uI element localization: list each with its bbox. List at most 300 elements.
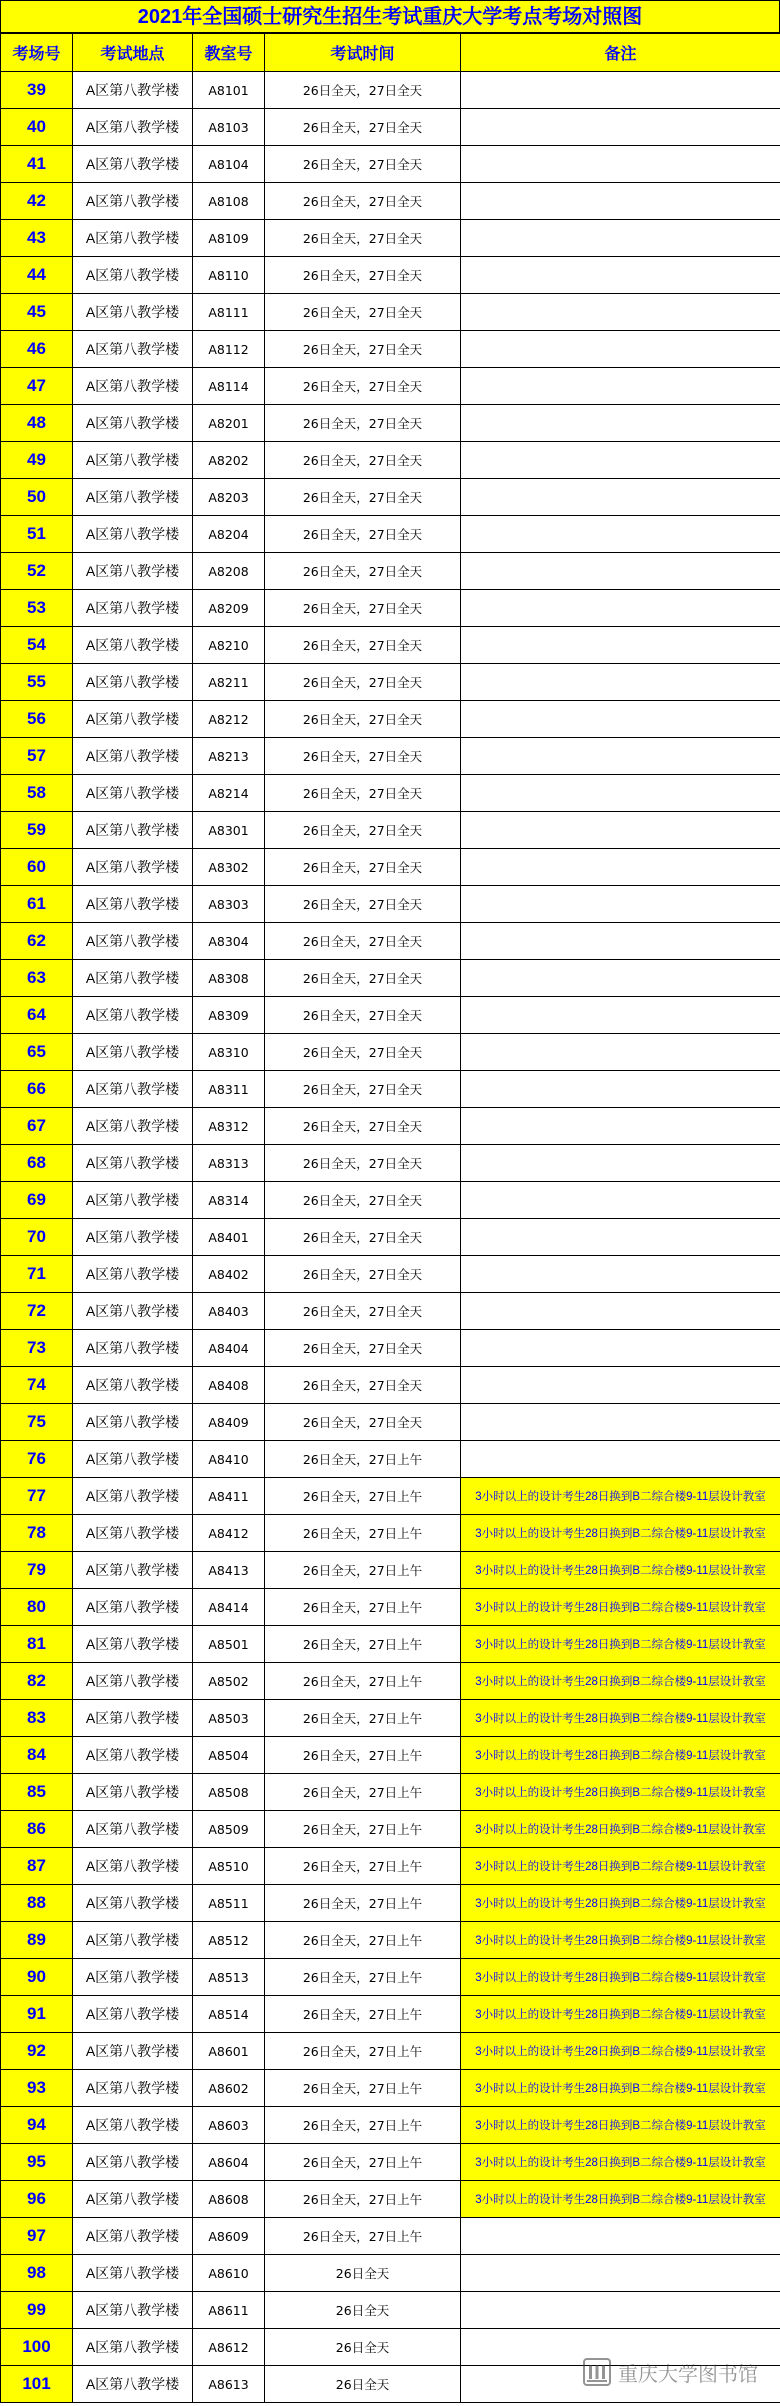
- room-number-cell: 78: [1, 1515, 73, 1552]
- classroom-cell: A8211: [193, 664, 265, 701]
- remarks-cell: [461, 2292, 780, 2329]
- table-row: [1, 1552, 780, 1589]
- remarks-cell: [461, 220, 780, 257]
- table-row: [1, 1330, 780, 1367]
- room-number-cell: 69: [1, 1182, 73, 1219]
- room-number-cell: 70: [1, 1219, 73, 1256]
- classroom-cell: A8509: [193, 1811, 265, 1848]
- remarks-cell: [461, 109, 780, 146]
- room-number-cell: 65: [1, 1034, 73, 1071]
- table-row: [1, 183, 780, 220]
- remarks-cell: [461, 886, 780, 923]
- location-cell: A区第八教学楼: [73, 1071, 193, 1108]
- remarks-cell: [461, 405, 780, 442]
- exam-time-cell: 26日全天，27日全天: [265, 960, 461, 997]
- remarks-cell: 3小时以上的设计考生28日换到B二综合楼9-11层设计教室: [461, 1811, 780, 1848]
- room-number-cell: 56: [1, 701, 73, 738]
- table-row: [1, 2070, 780, 2107]
- exam-time-cell: 26日全天，27日全天: [265, 849, 461, 886]
- classroom-cell: A8401: [193, 1219, 265, 1256]
- location-cell: A区第八教学楼: [73, 1515, 193, 1552]
- location-cell: A区第八教学楼: [73, 1885, 193, 1922]
- classroom-cell: A8613: [193, 2366, 265, 2403]
- location-cell: A区第八教学楼: [73, 1145, 193, 1182]
- classroom-cell: A8208: [193, 553, 265, 590]
- classroom-cell: A8514: [193, 1996, 265, 2033]
- exam-time-cell: 26日全天，27日上午: [265, 1515, 461, 1552]
- remarks-cell: 3小时以上的设计考生28日换到B二综合楼9-11层设计教室: [461, 1552, 780, 1589]
- table-row: [1, 1219, 780, 1256]
- exam-time-cell: 26日全天，27日上午: [265, 2218, 461, 2255]
- exam-time-cell: 26日全天，27日上午: [265, 1737, 461, 1774]
- exam-time-cell: 26日全天，27日上午: [265, 1811, 461, 1848]
- location-cell: A区第八教学楼: [73, 220, 193, 257]
- room-number-cell: 50: [1, 479, 73, 516]
- table-row: [1, 257, 780, 294]
- header-remarks: 备注: [461, 34, 780, 72]
- exam-time-cell: 26日全天，27日全天: [265, 516, 461, 553]
- remarks-cell: [461, 553, 780, 590]
- location-cell: A区第八教学楼: [73, 2033, 193, 2070]
- room-number-cell: 47: [1, 368, 73, 405]
- room-number-cell: 76: [1, 1441, 73, 1478]
- exam-time-cell: 26日全天，27日全天: [265, 109, 461, 146]
- room-number-cell: 93: [1, 2070, 73, 2107]
- location-cell: A区第八教学楼: [73, 1552, 193, 1589]
- room-number-cell: 57: [1, 738, 73, 775]
- classroom-cell: A8310: [193, 1034, 265, 1071]
- exam-time-cell: 26日全天，27日全天: [265, 1330, 461, 1367]
- classroom-cell: A8104: [193, 146, 265, 183]
- location-cell: A区第八教学楼: [73, 294, 193, 331]
- table-row: [1, 886, 780, 923]
- classroom-cell: A8110: [193, 257, 265, 294]
- exam-time-cell: 26日全天，27日上午: [265, 1589, 461, 1626]
- location-cell: A区第八教学楼: [73, 886, 193, 923]
- exam-time-cell: 26日全天，27日全天: [265, 1071, 461, 1108]
- exam-time-cell: 26日全天，27日全天: [265, 923, 461, 960]
- exam-time-cell: 26日全天，27日全天: [265, 1293, 461, 1330]
- remarks-cell: 3小时以上的设计考生28日换到B二综合楼9-11层设计教室: [461, 1626, 780, 1663]
- exam-time-cell: 26日全天，27日全天: [265, 442, 461, 479]
- exam-time-cell: 26日全天，27日全天: [265, 1182, 461, 1219]
- room-number-cell: 58: [1, 775, 73, 812]
- location-cell: A区第八教学楼: [73, 479, 193, 516]
- table-row: [1, 553, 780, 590]
- classroom-cell: A8204: [193, 516, 265, 553]
- exam-time-cell: 26日全天，27日全天: [265, 812, 461, 849]
- location-cell: A区第八教学楼: [73, 2144, 193, 2181]
- exam-time-cell: 26日全天，27日上午: [265, 2033, 461, 2070]
- remarks-cell: [461, 2329, 780, 2366]
- table-row: [1, 1441, 780, 1478]
- table-body: [1, 72, 780, 2403]
- exam-time-cell: 26日全天，27日全天: [265, 738, 461, 775]
- table-row: [1, 2366, 780, 2403]
- location-cell: A区第八教学楼: [73, 1996, 193, 2033]
- remarks-cell: 3小时以上的设计考生28日换到B二综合楼9-11层设计教室: [461, 1515, 780, 1552]
- room-number-cell: 79: [1, 1552, 73, 1589]
- exam-time-cell: 26日全天，27日全天: [265, 405, 461, 442]
- page-title: 2021年全国硕士研究生招生考试重庆大学考点考场对照图: [0, 0, 780, 33]
- room-number-cell: 51: [1, 516, 73, 553]
- room-number-cell: 42: [1, 183, 73, 220]
- room-number-cell: 39: [1, 72, 73, 109]
- remarks-cell: [461, 516, 780, 553]
- classroom-cell: A8611: [193, 2292, 265, 2329]
- remarks-cell: [461, 923, 780, 960]
- room-number-cell: 53: [1, 590, 73, 627]
- location-cell: A区第八教学楼: [73, 257, 193, 294]
- table-row: [1, 479, 780, 516]
- table-row: [1, 2181, 780, 2218]
- room-number-cell: 98: [1, 2255, 73, 2292]
- location-cell: A区第八教学楼: [73, 812, 193, 849]
- remarks-cell: 3小时以上的设计考生28日换到B二综合楼9-11层设计教室: [461, 1737, 780, 1774]
- exam-time-cell: 26日全天，27日上午: [265, 1626, 461, 1663]
- room-number-cell: 96: [1, 2181, 73, 2218]
- remarks-cell: [461, 368, 780, 405]
- classroom-cell: A8404: [193, 1330, 265, 1367]
- classroom-cell: A8303: [193, 886, 265, 923]
- classroom-cell: A8312: [193, 1108, 265, 1145]
- table-header-row: [1, 34, 780, 72]
- room-number-cell: 67: [1, 1108, 73, 1145]
- exam-time-cell: 26日全天，27日全天: [265, 331, 461, 368]
- remarks-cell: 3小时以上的设计考生28日换到B二综合楼9-11层设计教室: [461, 1774, 780, 1811]
- remarks-cell: [461, 960, 780, 997]
- remarks-cell: [461, 738, 780, 775]
- table-row: [1, 1515, 780, 1552]
- exam-time-cell: 26日全天，27日全天: [265, 701, 461, 738]
- room-number-cell: 60: [1, 849, 73, 886]
- classroom-cell: A8103: [193, 109, 265, 146]
- room-number-cell: 52: [1, 553, 73, 590]
- remarks-cell: [461, 627, 780, 664]
- location-cell: A区第八教学楼: [73, 1959, 193, 1996]
- classroom-cell: A8510: [193, 1848, 265, 1885]
- remarks-cell: 3小时以上的设计考生28日换到B二综合楼9-11层设计教室: [461, 1589, 780, 1626]
- exam-time-cell: 26日全天: [265, 2329, 461, 2366]
- remarks-cell: 3小时以上的设计考生28日换到B二综合楼9-11层设计教室: [461, 1700, 780, 1737]
- exam-time-cell: 26日全天，27日上午: [265, 1885, 461, 1922]
- exam-time-cell: 26日全天，27日上午: [265, 1663, 461, 1700]
- exam-time-cell: 26日全天，27日全天: [265, 664, 461, 701]
- table-row: [1, 516, 780, 553]
- room-number-cell: 88: [1, 1885, 73, 1922]
- exam-time-cell: 26日全天，27日全天: [265, 553, 461, 590]
- remarks-cell: [461, 1071, 780, 1108]
- classroom-cell: A8413: [193, 1552, 265, 1589]
- remarks-cell: 3小时以上的设计考生28日换到B二综合楼9-11层设计教室: [461, 2033, 780, 2070]
- exam-time-cell: 26日全天，27日全天: [265, 368, 461, 405]
- room-number-cell: 86: [1, 1811, 73, 1848]
- table-row: [1, 590, 780, 627]
- exam-time-cell: 26日全天，27日全天: [265, 1219, 461, 1256]
- remarks-cell: [461, 442, 780, 479]
- location-cell: A区第八教学楼: [73, 960, 193, 997]
- remarks-cell: [461, 812, 780, 849]
- remarks-cell: 3小时以上的设计考生28日换到B二综合楼9-11层设计教室: [461, 1478, 780, 1515]
- remarks-cell: [461, 72, 780, 109]
- room-number-cell: 72: [1, 1293, 73, 1330]
- remarks-cell: [461, 1034, 780, 1071]
- table-row: [1, 1589, 780, 1626]
- exam-time-cell: 26日全天，27日全天: [265, 479, 461, 516]
- table-row: [1, 1774, 780, 1811]
- classroom-cell: A8608: [193, 2181, 265, 2218]
- table-row: [1, 146, 780, 183]
- location-cell: A区第八教学楼: [73, 109, 193, 146]
- location-cell: A区第八教学楼: [73, 368, 193, 405]
- exam-time-cell: 26日全天，27日上午: [265, 1959, 461, 1996]
- table-row: [1, 1256, 780, 1293]
- remarks-cell: [461, 479, 780, 516]
- room-number-cell: 68: [1, 1145, 73, 1182]
- location-cell: A区第八教学楼: [73, 72, 193, 109]
- room-number-cell: 101: [1, 2366, 73, 2403]
- remarks-cell: [461, 183, 780, 220]
- remarks-cell: 3小时以上的设计考生28日换到B二综合楼9-11层设计教室: [461, 1848, 780, 1885]
- remarks-cell: [461, 294, 780, 331]
- location-cell: A区第八教学楼: [73, 1700, 193, 1737]
- remarks-cell: [461, 1367, 780, 1404]
- room-number-cell: 74: [1, 1367, 73, 1404]
- exam-time-cell: 26日全天，27日上午: [265, 1552, 461, 1589]
- classroom-cell: A8603: [193, 2107, 265, 2144]
- room-number-cell: 41: [1, 146, 73, 183]
- table-row: [1, 1145, 780, 1182]
- room-number-cell: 75: [1, 1404, 73, 1441]
- table-row: [1, 775, 780, 812]
- classroom-cell: A8101: [193, 72, 265, 109]
- location-cell: A区第八教学楼: [73, 1404, 193, 1441]
- exam-time-cell: 26日全天，27日上午: [265, 1478, 461, 1515]
- remarks-cell: 3小时以上的设计考生28日换到B二综合楼9-11层设计教室: [461, 1663, 780, 1700]
- room-number-cell: 89: [1, 1922, 73, 1959]
- remarks-cell: [461, 1404, 780, 1441]
- remarks-cell: 3小时以上的设计考生28日换到B二综合楼9-11层设计教室: [461, 2070, 780, 2107]
- table-row: [1, 2218, 780, 2255]
- location-cell: A区第八教学楼: [73, 2218, 193, 2255]
- classroom-cell: A8503: [193, 1700, 265, 1737]
- exam-time-cell: 26日全天，27日全天: [265, 775, 461, 812]
- exam-time-cell: 26日全天，27日上午: [265, 2070, 461, 2107]
- classroom-cell: A8508: [193, 1774, 265, 1811]
- location-cell: A区第八教学楼: [73, 1589, 193, 1626]
- table-row: [1, 1996, 780, 2033]
- location-cell: A区第八教学楼: [73, 1774, 193, 1811]
- classroom-cell: A8612: [193, 2329, 265, 2366]
- room-number-cell: 85: [1, 1774, 73, 1811]
- room-number-cell: 71: [1, 1256, 73, 1293]
- exam-time-cell: 26日全天: [265, 2292, 461, 2329]
- remarks-cell: 3小时以上的设计考生28日换到B二综合楼9-11层设计教室: [461, 2107, 780, 2144]
- remarks-cell: [461, 1441, 780, 1478]
- classroom-cell: A8502: [193, 1663, 265, 1700]
- location-cell: A区第八教学楼: [73, 553, 193, 590]
- room-number-cell: 99: [1, 2292, 73, 2329]
- exam-time-cell: 26日全天，27日全天: [265, 220, 461, 257]
- exam-time-cell: 26日全天，27日全天: [265, 146, 461, 183]
- classroom-cell: A8213: [193, 738, 265, 775]
- exam-time-cell: 26日全天，27日全天: [265, 997, 461, 1034]
- location-cell: A区第八教学楼: [73, 331, 193, 368]
- table-row: [1, 1478, 780, 1515]
- exam-time-cell: 26日全天，27日全天: [265, 1108, 461, 1145]
- table-row: [1, 1700, 780, 1737]
- room-number-cell: 54: [1, 627, 73, 664]
- table-row: [1, 627, 780, 664]
- exam-time-cell: 26日全天，27日全天: [265, 1256, 461, 1293]
- table-row: [1, 1663, 780, 1700]
- location-cell: A区第八教学楼: [73, 2181, 193, 2218]
- location-cell: A区第八教学楼: [73, 1848, 193, 1885]
- classroom-cell: A8512: [193, 1922, 265, 1959]
- location-cell: A区第八教学楼: [73, 183, 193, 220]
- remarks-cell: [461, 257, 780, 294]
- room-number-cell: 100: [1, 2329, 73, 2366]
- room-number-cell: 83: [1, 1700, 73, 1737]
- table-row: [1, 72, 780, 109]
- table-row: [1, 1182, 780, 1219]
- exam-time-cell: 26日全天，27日上午: [265, 1848, 461, 1885]
- room-number-cell: 82: [1, 1663, 73, 1700]
- table-row: [1, 368, 780, 405]
- classroom-cell: A8112: [193, 331, 265, 368]
- table-row: [1, 997, 780, 1034]
- table-row: [1, 2033, 780, 2070]
- location-cell: A区第八教学楼: [73, 516, 193, 553]
- watermark-text: 重庆大学图书馆: [618, 2361, 758, 2386]
- table-row: [1, 1034, 780, 1071]
- room-number-cell: 87: [1, 1848, 73, 1885]
- location-cell: A区第八教学楼: [73, 997, 193, 1034]
- remarks-cell: [461, 1145, 780, 1182]
- classroom-cell: A8513: [193, 1959, 265, 1996]
- exam-time-cell: 26日全天，27日上午: [265, 1922, 461, 1959]
- remarks-cell: 3小时以上的设计考生28日换到B二综合楼9-11层设计教室: [461, 1885, 780, 1922]
- remarks-cell: [461, 1293, 780, 1330]
- exam-time-cell: 26日全天，27日全天: [265, 627, 461, 664]
- location-cell: A区第八教学楼: [73, 738, 193, 775]
- classroom-cell: A8314: [193, 1182, 265, 1219]
- table-row: [1, 294, 780, 331]
- location-cell: A区第八教学楼: [73, 627, 193, 664]
- room-number-cell: 92: [1, 2033, 73, 2070]
- classroom-cell: A8114: [193, 368, 265, 405]
- room-number-cell: 61: [1, 886, 73, 923]
- exam-time-cell: 26日全天，27日全天: [265, 72, 461, 109]
- classroom-cell: A8203: [193, 479, 265, 516]
- exam-time-cell: 26日全天，27日上午: [265, 2107, 461, 2144]
- remarks-cell: [461, 146, 780, 183]
- room-number-cell: 84: [1, 1737, 73, 1774]
- classroom-cell: A8511: [193, 1885, 265, 1922]
- location-cell: A区第八教学楼: [73, 1478, 193, 1515]
- location-cell: A区第八教学楼: [73, 2255, 193, 2292]
- classroom-cell: A8610: [193, 2255, 265, 2292]
- remarks-cell: [461, 1256, 780, 1293]
- exam-time-cell: 26日全天，27日全天: [265, 294, 461, 331]
- room-number-cell: 48: [1, 405, 73, 442]
- remarks-cell: [461, 1108, 780, 1145]
- remarks-cell: [461, 331, 780, 368]
- classroom-cell: A8109: [193, 220, 265, 257]
- location-cell: A区第八教学楼: [73, 1256, 193, 1293]
- exam-time-cell: 26日全天，27日上午: [265, 1774, 461, 1811]
- remarks-cell: [461, 849, 780, 886]
- classroom-cell: A8304: [193, 923, 265, 960]
- exam-time-cell: 26日全天，27日上午: [265, 1441, 461, 1478]
- classroom-cell: A8311: [193, 1071, 265, 1108]
- classroom-cell: A8212: [193, 701, 265, 738]
- location-cell: A区第八教学楼: [73, 442, 193, 479]
- location-cell: A区第八教学楼: [73, 775, 193, 812]
- room-number-cell: 90: [1, 1959, 73, 1996]
- remarks-cell: [461, 590, 780, 627]
- classroom-cell: A8302: [193, 849, 265, 886]
- room-number-cell: 49: [1, 442, 73, 479]
- classroom-cell: A8210: [193, 627, 265, 664]
- table-row: [1, 923, 780, 960]
- table-row: [1, 812, 780, 849]
- location-cell: A区第八教学楼: [73, 590, 193, 627]
- room-number-cell: 97: [1, 2218, 73, 2255]
- remarks-cell: [461, 1330, 780, 1367]
- table-row: [1, 1885, 780, 1922]
- table-row: [1, 1959, 780, 1996]
- remarks-cell: [461, 1182, 780, 1219]
- table-row: [1, 1922, 780, 1959]
- remarks-cell: 3小时以上的设计考生28日换到B二综合楼9-11层设计教室: [461, 1996, 780, 2033]
- exam-time-cell: 26日全天，27日全天: [265, 183, 461, 220]
- room-number-cell: 43: [1, 220, 73, 257]
- remarks-cell: 3小时以上的设计考生28日换到B二综合楼9-11层设计教室: [461, 2181, 780, 2218]
- room-number-cell: 91: [1, 1996, 73, 2033]
- location-cell: A区第八教学楼: [73, 1626, 193, 1663]
- remarks-cell: [461, 664, 780, 701]
- room-number-cell: 44: [1, 257, 73, 294]
- classroom-cell: A8609: [193, 2218, 265, 2255]
- classroom-cell: A8409: [193, 1404, 265, 1441]
- table-row: [1, 1626, 780, 1663]
- location-cell: A区第八教学楼: [73, 1663, 193, 1700]
- exam-time-cell: 26日全天，27日全天: [265, 1034, 461, 1071]
- header-location: 考试地点: [73, 34, 193, 72]
- table-row: [1, 1367, 780, 1404]
- header-classroom: 教室号: [193, 34, 265, 72]
- classroom-cell: A8410: [193, 1441, 265, 1478]
- exam-time-cell: 26日全天，27日上午: [265, 1996, 461, 2033]
- classroom-cell: A8604: [193, 2144, 265, 2181]
- table-row: [1, 220, 780, 257]
- room-number-cell: 94: [1, 2107, 73, 2144]
- classroom-cell: A8209: [193, 590, 265, 627]
- table-row: [1, 109, 780, 146]
- location-cell: A区第八教学楼: [73, 405, 193, 442]
- location-cell: A区第八教学楼: [73, 1293, 193, 1330]
- exam-time-cell: 26日全天: [265, 2255, 461, 2292]
- remarks-cell: 3小时以上的设计考生28日换到B二综合楼9-11层设计教室: [461, 2144, 780, 2181]
- room-number-cell: 46: [1, 331, 73, 368]
- table-row: [1, 960, 780, 997]
- location-cell: A区第八教学楼: [73, 701, 193, 738]
- exam-time-cell: 26日全天，27日全天: [265, 590, 461, 627]
- location-cell: A区第八教学楼: [73, 2070, 193, 2107]
- location-cell: A区第八教学楼: [73, 1182, 193, 1219]
- table-row: [1, 738, 780, 775]
